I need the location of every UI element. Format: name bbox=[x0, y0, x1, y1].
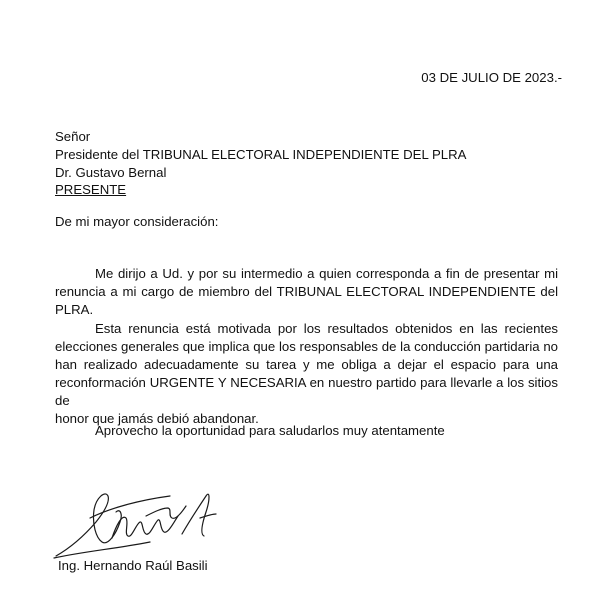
addressee-presente: PRESENTE bbox=[55, 182, 127, 197]
addressee-title: Señor bbox=[55, 129, 91, 144]
addressee-position: Presidente del TRIBUNAL ELECTORAL INDEPENDIENTE DEL PLRA bbox=[55, 147, 467, 162]
paragraph-2-line: elecciones generales que implica que los responsables de la conducción partidaria no bbox=[55, 339, 558, 354]
letter-date: 03 DE JULIO DE 2023.- bbox=[421, 70, 562, 85]
paragraph-2-line: Esta renuncia está motivada por los resultados obtenidos en las recientes bbox=[95, 321, 558, 336]
paragraph-2-line: han realizado adecuadamente su tarea y me obliga a dejar el espacio para una bbox=[55, 357, 558, 372]
signer-name: Ing. Hernando Raúl Basili bbox=[58, 558, 208, 573]
paragraph-3 bbox=[55, 422, 558, 440]
salutation: De mi mayor consideración: bbox=[55, 214, 219, 229]
paragraph-1-line: Me dirijo a Ud. y por su intermedio a quien corresponda a fin de presentar mi bbox=[95, 266, 558, 281]
paragraph-2-line: honor que jamás debió abandonar. bbox=[55, 411, 259, 426]
paragraph-1-line: renuncia a mi cargo de miembro del TRIBUNAL ELECTORAL INDEPENDIENTE del PLRA. bbox=[55, 284, 558, 317]
addressee-name: Dr. Gustavo Bernal bbox=[55, 165, 167, 180]
paragraph-2 bbox=[55, 320, 558, 428]
paragraph-3-line: Aprovecho la oportunidad para saludarlos muy atentamente bbox=[95, 423, 445, 438]
paragraph-2-line: reconformación URGENTE Y NECESARIA en nuestro partido para llevarle a los sitios de bbox=[55, 375, 558, 408]
signature-image bbox=[50, 478, 220, 568]
paragraph-1 bbox=[55, 265, 558, 319]
